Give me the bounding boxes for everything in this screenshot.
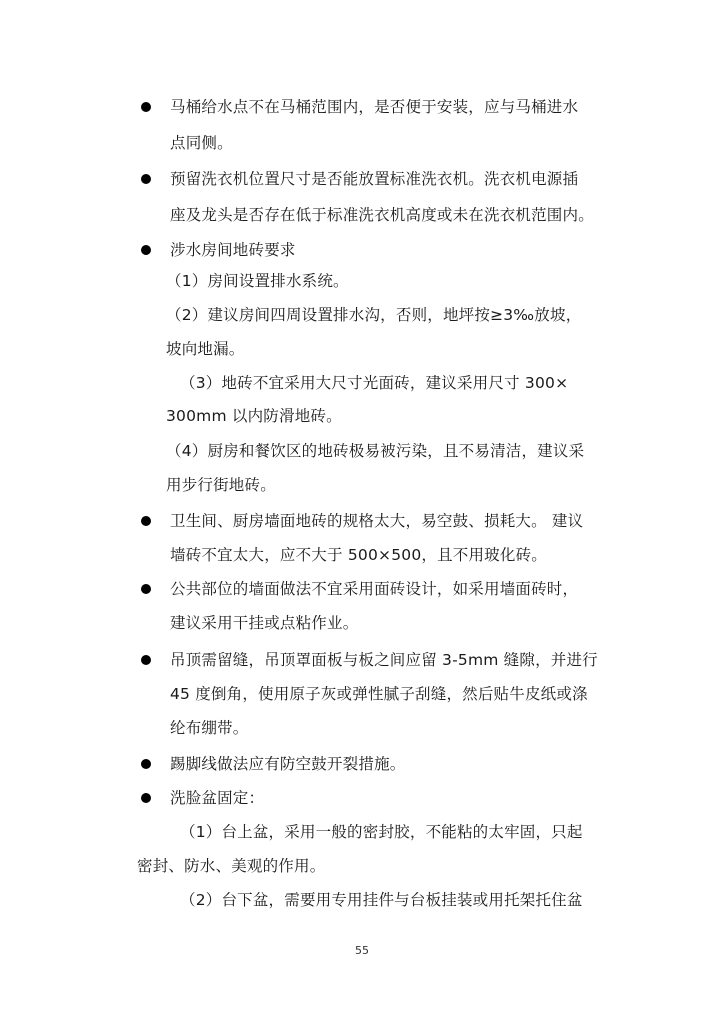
text-line: 用步行街地砖。 [166,476,276,494]
text-line: 公共部位的墙面做法不宜采用面砖设计，如采用墙面砖时， [170,580,579,598]
text-line: 建议采用干挂或点粘作业。 [170,614,359,632]
text-line: 300mm 以内防滑地砖。 [166,407,342,425]
text-line: 墙砖不宜太大，应不大于 500×500，且不用玻化砖。 [170,546,547,564]
text-line: （2）台下盆，需要用专用挂件与台板挂装或用托架托住盆 [180,891,583,909]
text-line: 45 度倒角，使用原子灰或弹性腻子刮缝，然后贴牛皮纸或涤 [170,685,588,703]
text-line: （1）房间设置排水系统。 [166,272,349,290]
bullet-icon [141,793,151,803]
text-line: 吊顶需留缝，吊顶罩面板与板之间应留 3-5mm 缝隙，并进行 [170,651,598,669]
text-line: 纶布绷带。 [170,719,249,737]
text-line: （1）台上盆，采用一般的密封胶，不能粘的太牢固，只起 [180,823,583,841]
page-number: 55 [355,944,369,957]
text-line: 踢脚线做法应有防空鼓开裂措施。 [170,755,406,773]
text-line: 座及龙头是否存在低于标准洗衣机高度或未在洗衣机范围内。 [170,206,594,224]
text-line: 预留洗衣机位置尺寸是否能放置标准洗衣机。洗衣机电源插 [170,170,579,188]
text-line: 点同侧。 [170,134,233,152]
text-line: （2）建议房间四周设置排水沟，否则，地坪按≥3‰放坡， [166,306,582,324]
text-line: 马桶给水点不在马桶范围内，是否便于安装，应与马桶进水 [170,98,579,116]
bullet-icon [141,245,151,255]
bullet-icon [141,516,151,526]
bullet-icon [141,584,151,594]
text-line: 卫生间、厨房墙面地砖的规格太大，易空鼓、损耗大。 建议 [170,512,584,530]
text-line: （4）厨房和餐饮区的地砖极易被污染，且不易清洁，建议采 [166,442,585,460]
text-line: 涉水房间地砖要求 [170,241,296,259]
bullet-icon [141,174,151,184]
bullet-icon [141,759,151,769]
text-line: （3）地砖不宜采用大尺寸光面砖，建议采用尺寸 300× [180,374,569,392]
text-line: 洗脸盆固定： [170,789,265,807]
bullet-icon [141,102,151,112]
bullet-icon [141,655,151,665]
text-line: 坡向地漏。 [166,340,245,358]
text-line: 密封、防水、美观的作用。 [137,857,326,875]
